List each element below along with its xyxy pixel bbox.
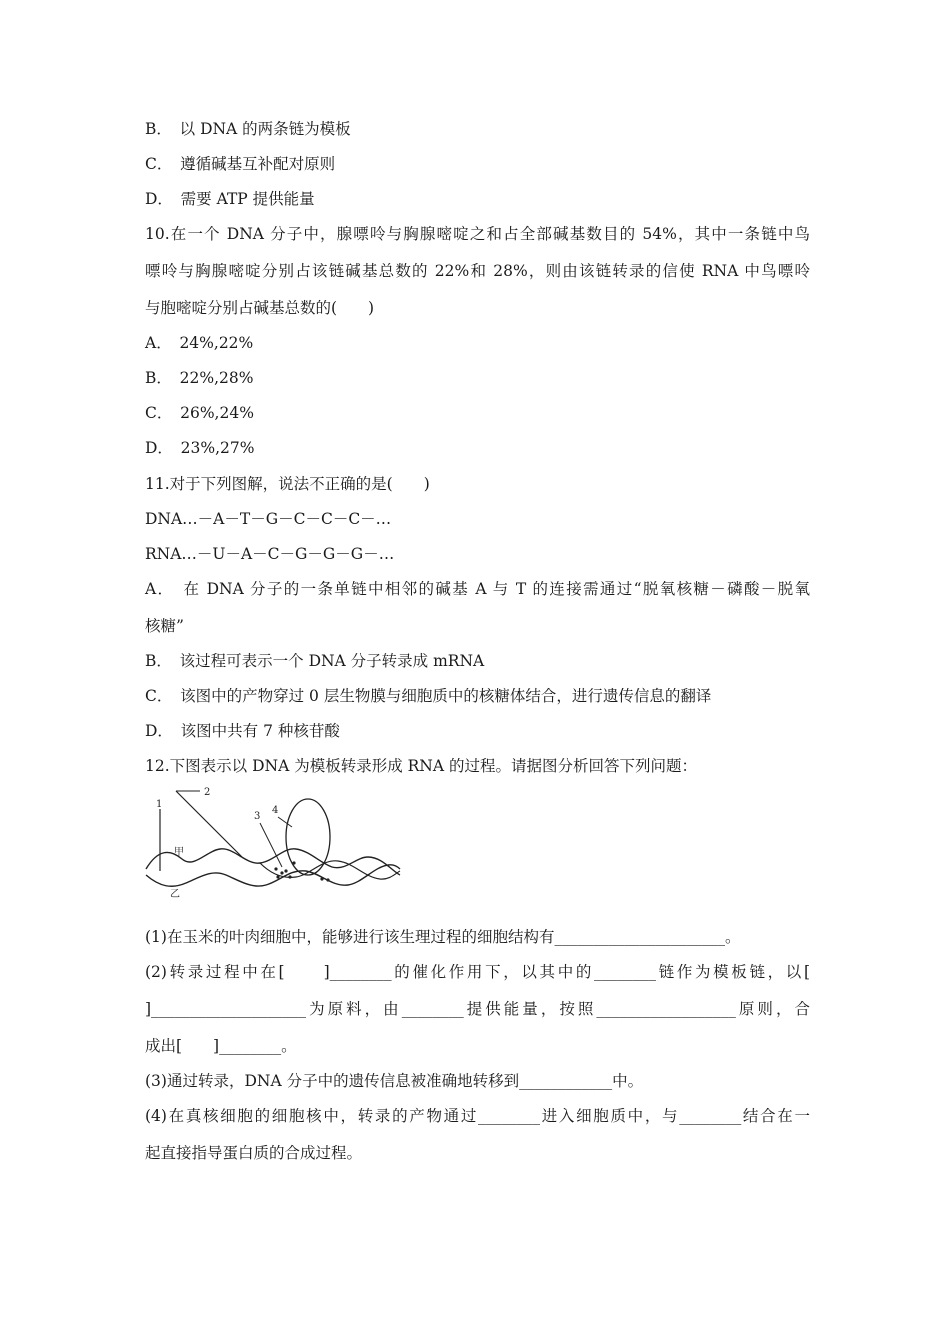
q9-option-b: B． 以 DNA 的两条链为模板 xyxy=(145,120,351,138)
label-yi: 乙 xyxy=(170,889,180,899)
label-2: 2 xyxy=(204,787,211,798)
q11-rna-sequence: RNA…－U－A－C－G－G－G－… xyxy=(145,545,395,563)
q12-sub-2-line-1: (2)转录过程中在[ ]________的催化作用下，以其中的________链作为模板链，以[ xyxy=(145,963,810,981)
q12-sub-2-line-3: 成出[ ]________。 xyxy=(145,1037,297,1055)
q9-option-c: C． 遵循碱基互补配对原则 xyxy=(145,155,336,173)
transcription-diagram xyxy=(142,787,404,899)
label-1: 1 xyxy=(156,799,163,810)
q12-sub-1: (1)在玉米的叶肉细胞中，能够进行该生理过程的细胞结构有______________________。 xyxy=(145,928,741,946)
label-jia: 甲 xyxy=(174,847,184,858)
dna-strand-yi xyxy=(146,865,400,886)
q9-option-d: D． 需要 ATP 提供能量 xyxy=(145,190,315,208)
q10-stem-line-1: 10.在一个 DNA 分子中，腺嘌呤与胸腺嘧啶之和占全部碱基数目的 54%，其中一条链中鸟 xyxy=(145,225,810,243)
q12-sub-2-line-2: ]____________________为原料，由________提供能量，按照__________________原则，合 xyxy=(145,1000,810,1018)
q10-stem-line-3: 与胞嘧啶分别占碱基总数的( ) xyxy=(145,299,375,317)
pointer-line-4 xyxy=(278,817,292,827)
q12-stem: 12.下图表示以 DNA 为模板转录形成 RNA 的过程。请据图分析回答下列问题： xyxy=(145,757,697,775)
q12-sub-4-line-2: 起直接指导蛋白质的合成过程。 xyxy=(145,1144,363,1162)
q11-option-c: C． 该图中的产物穿过 0 层生物膜与细胞质中的核糖体结合，进行遗传信息的翻译 xyxy=(145,687,712,705)
pointer-line-2 xyxy=(176,791,242,857)
q10-option-d: D． 23%,27% xyxy=(145,439,255,457)
rna-strand xyxy=(260,861,400,879)
q12-sub-3: (3)通过转录，DNA 分子中的遗传信息被准确地转移到____________中。 xyxy=(145,1072,644,1090)
q10-stem-line-2: 嘌呤与胸腺嘧啶分别占该链碱基总数的 22%和 28%，则由该链转录的信使 RNA 中鸟嘌呤 xyxy=(145,262,810,280)
q11-option-b: B． 该过程可表示一个 DNA 分子转录成 mRNA xyxy=(145,652,485,670)
q10-option-a: A． 24%,22% xyxy=(145,334,254,352)
q11-option-a-line-2: 核糖” xyxy=(145,617,184,635)
label-4: 4 xyxy=(272,805,279,816)
transcription-svg xyxy=(142,787,404,899)
q10-option-b: B． 22%,28% xyxy=(145,369,254,387)
label-3: 3 xyxy=(254,811,261,822)
q11-dna-sequence: DNA…－A－T－G－C－C－C－… xyxy=(145,510,392,528)
q11-option-a-line-1: A． 在 DNA 分子的一条单链中相邻的碱基 A 与 T 的连接需通过“脱氧核糖－磷酸－脱氧 xyxy=(145,580,810,598)
q11-option-d: D． 该图中共有 7 种核苷酸 xyxy=(145,722,340,740)
pointer-line-3 xyxy=(260,823,282,867)
q12-sub-4-line-1: (4)在真核细胞的细胞核中，转录的产物通过________进入细胞质中，与________结合在一 xyxy=(145,1107,810,1125)
q10-option-c: C． 26%,24% xyxy=(145,404,254,422)
q11-stem: 11.对于下列图解，说法不正确的是( ) xyxy=(145,475,430,493)
